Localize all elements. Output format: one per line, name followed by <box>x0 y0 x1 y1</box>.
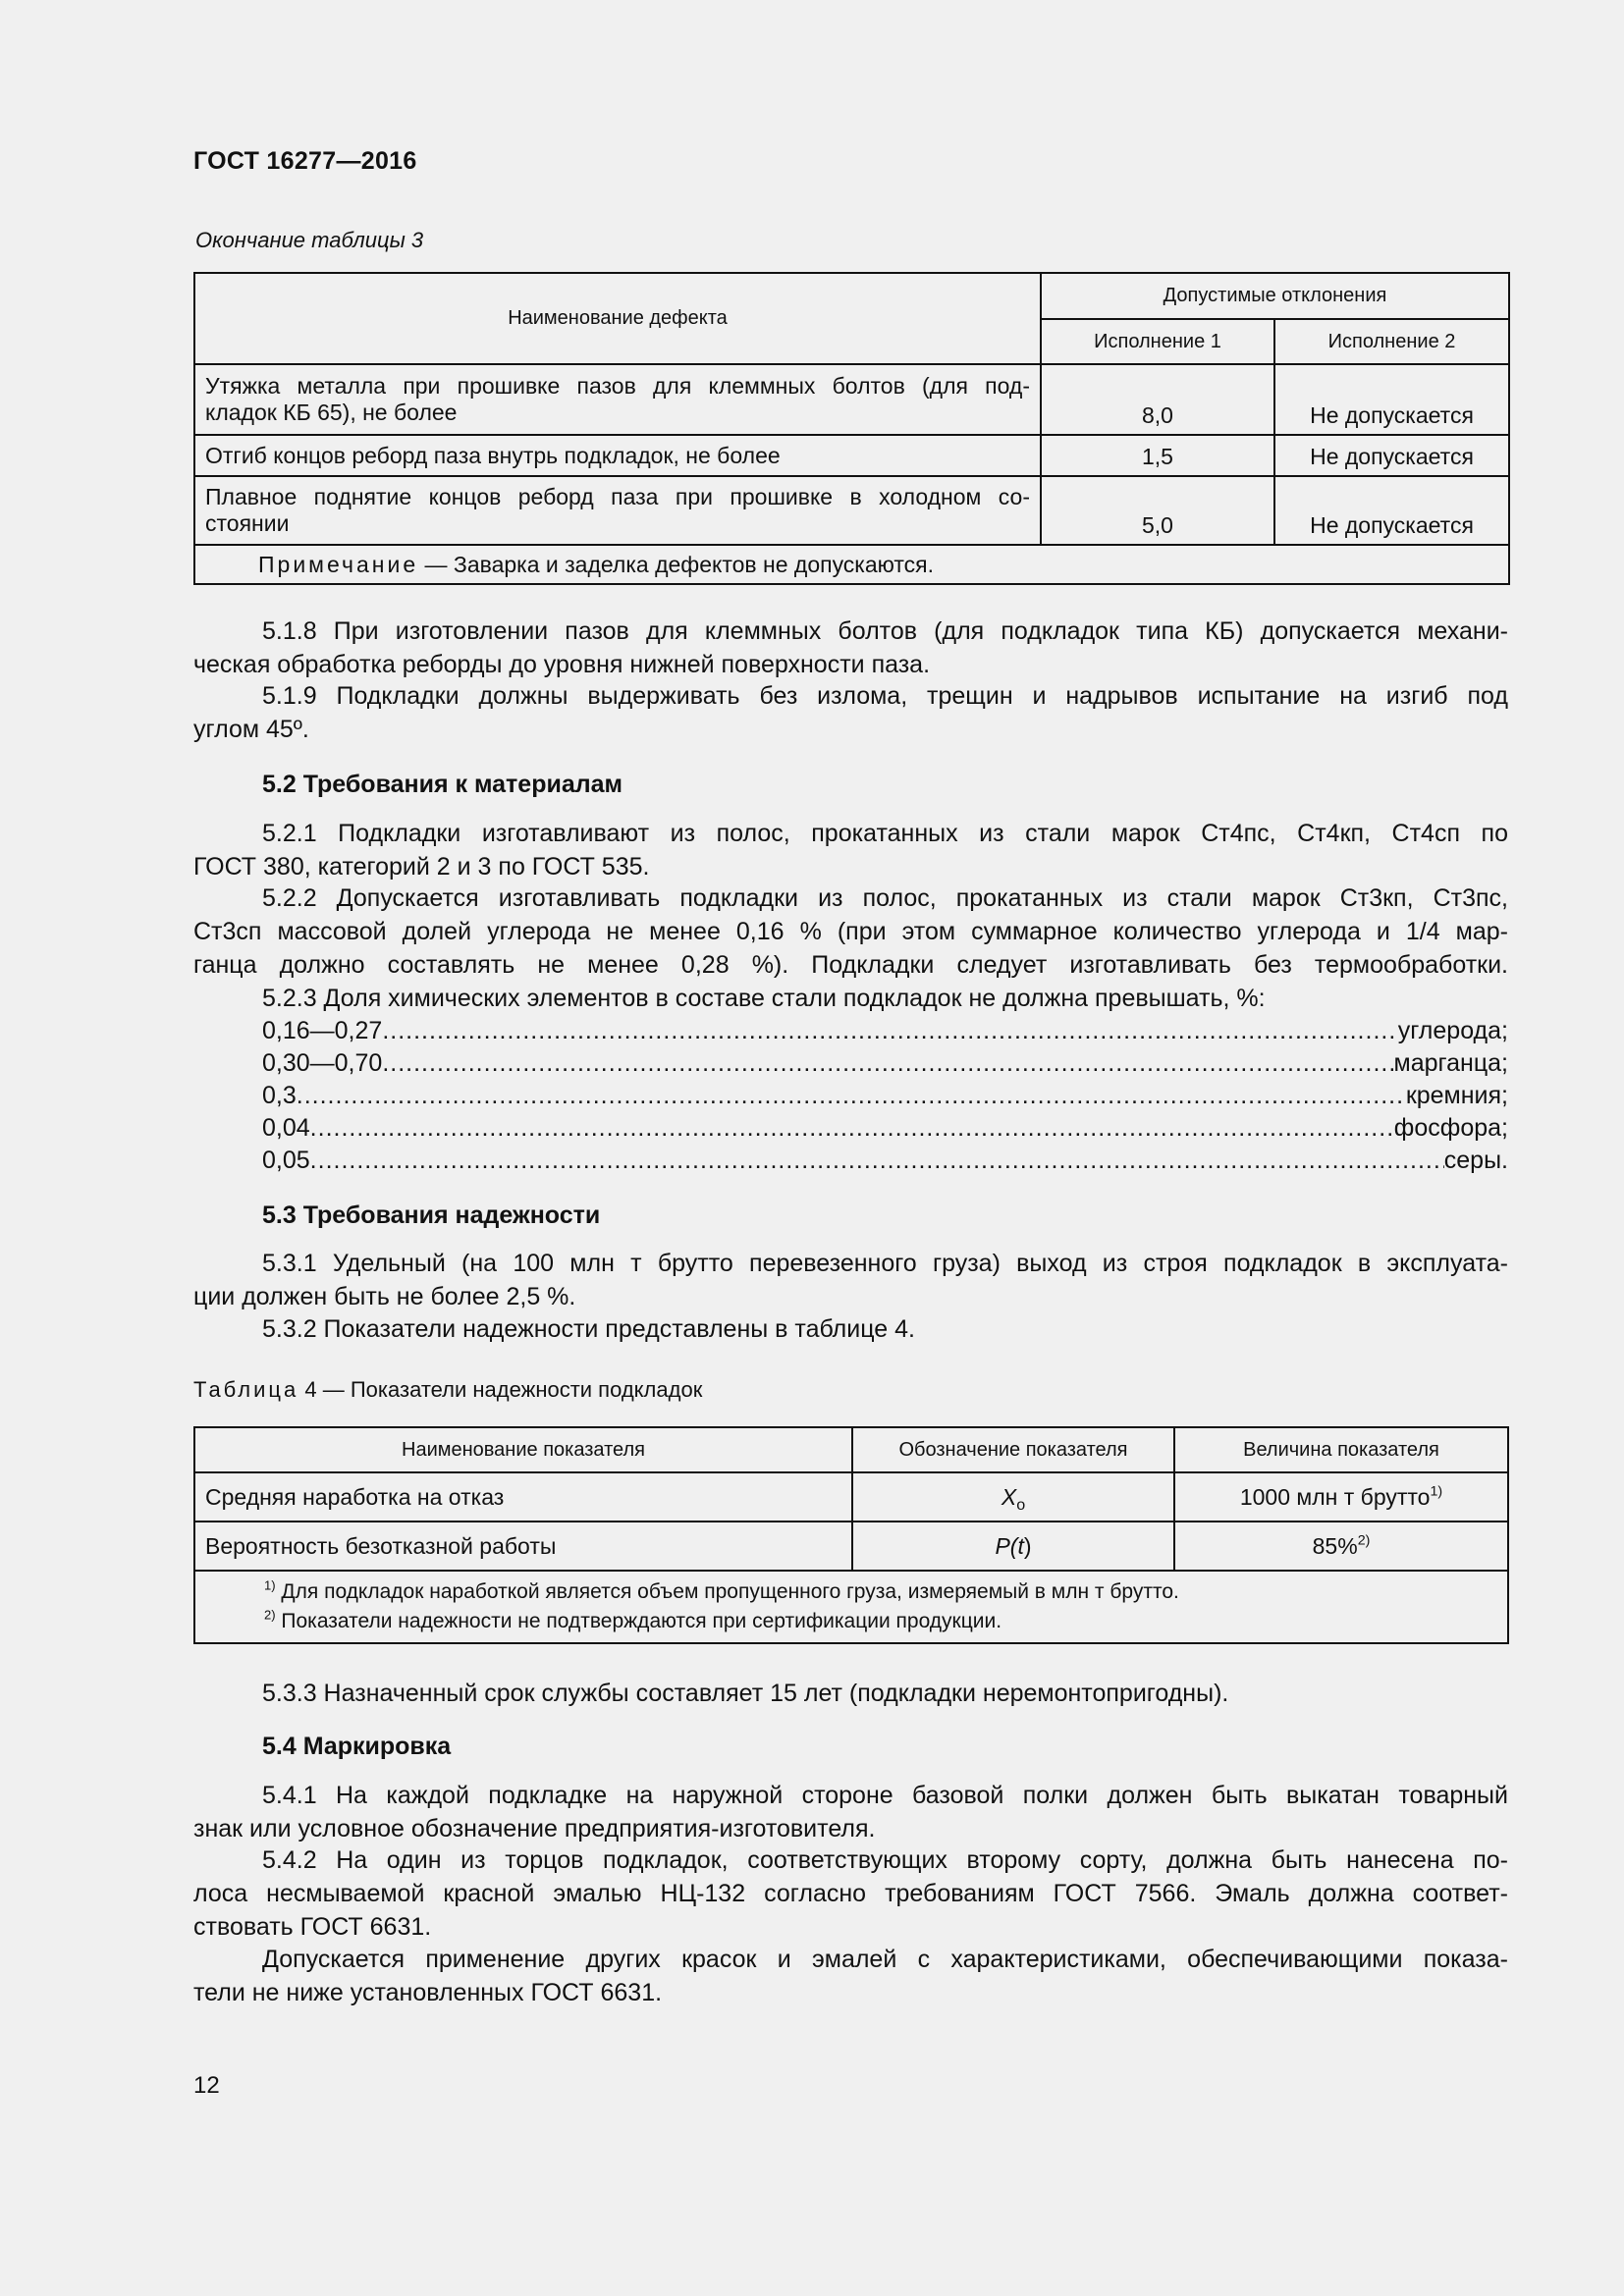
t3-note <box>194 545 1509 584</box>
t3-note-text: — Заварка и заделка дефектов не допускаются. <box>418 551 935 577</box>
element-row-sulfur: 0,05 ..... серы. <box>262 1144 1508 1177</box>
t4-header-name: Наименование показателя <box>194 1427 852 1472</box>
t3-row1-name: Утяжка металла при прошивке пазов для клеммных болтов (для под- кладок КБ 65), не более <box>194 364 1041 435</box>
para-5-1-8: 5.1.8 При изготовлении пазов для клеммных болтов (для подкладок типа КБ) допускается механи- ческая обработка реборды до уровня нижней поверхности паза. <box>193 617 1508 678</box>
para-5-4-1: 5.4.1 На каждой подкладке на наружной стороне базовой полки должен быть выкатан товарный знак или условное обозначение предприятия-изготовителя. <box>193 1782 1508 1842</box>
element-row-silicon: 0,3 ..... кремния; <box>262 1079 1508 1112</box>
t4-row1-symbol: $X_о$ <box>852 1472 1174 1522</box>
t4-row2-name: Вероятность безотказной работы <box>194 1522 852 1571</box>
section-5-3-title: 5.3 Требования надежности <box>262 1201 601 1229</box>
t3-row2-name: Отгиб концов реборд паза внутрь подкладок, не более <box>194 435 1041 476</box>
t3-header-v1: Исполнение 1 <box>1041 319 1274 364</box>
t3-header-name: Наименование дефекта <box>194 273 1041 364</box>
element-row-manganese: 0,30—0,70 ..... марганца; <box>262 1046 1508 1080</box>
table-3 <box>193 272 1510 585</box>
table-row <box>194 1522 1508 1571</box>
t3-row3-v2: Не допускается <box>1274 476 1509 545</box>
t3-row3-name: Плавное поднятие концов реборд паза при прошивке в холодном со- стоянии <box>194 476 1041 545</box>
table-row <box>194 1472 1508 1522</box>
t4-footnotes <box>194 1571 1508 1643</box>
table-4 <box>193 1426 1509 1644</box>
para-5-3-1: 5.3.1 Удельный (на 100 млн т брутто перевезенного груза) выход из строя подкладок в эксплуата- ции должен быть не более 2,5 %. <box>193 1250 1508 1310</box>
document-header: ГОСТ 16277—2016 <box>193 147 417 175</box>
table4-caption: Таблица 4 — Показатели надежности подкладок <box>193 1377 703 1402</box>
t4-row1-value: 1000 млн т брутто$^{1)}$ <box>1174 1472 1508 1522</box>
element-row-carbon: 0,16—0,27 ..... углерода; <box>262 1014 1508 1047</box>
t4-row2-value: 85%$^{2)}$ <box>1174 1522 1508 1571</box>
para-5-4-2: 5.4.2 На один из торцов подкладок, соответствующих второму сорту, должна быть нанесена по- лоса несмываемой красной эмалью НЦ-132 согласно требованиям ГОСТ 7566. Эмаль должна соответ- ствовать ГОСТ 6631. <box>193 1846 1508 1941</box>
t3-header-group: Допустимые отклонения <box>1041 273 1509 319</box>
para-5-3-3: 5.3.3 Назначенный срок службы составляет 15 лет (подкладки неремонтопригодны). <box>262 1680 1229 1707</box>
footnote-1: $^{1)}$ Для подкладок наработкой является объем пропущенного груза, измеряемый в млн т брутто. <box>264 1577 1179 1603</box>
table-row <box>194 364 1509 435</box>
t4-header-value: Величина показателя <box>1174 1427 1508 1472</box>
footnote-2: $^{2)}$ Показатели надежности не подтверждаются при сертификации продукции. <box>264 1607 1002 1632</box>
para-5-2-1: 5.2.1 Подкладки изготавливают из полос, прокатанных из стали марок Ст4пс, Ст4кп, Ст4сп по ГОСТ 380, категорий 2 и 3 по ГОСТ 535. <box>193 820 1508 881</box>
element-row-phosphorus: 0,04 ..... фосфора; <box>262 1111 1508 1145</box>
para-5-1-9: 5.1.9 Подкладки должны выдерживать без излома, трещин и надрывов испытание на изгиб под углом 45º. <box>193 682 1508 743</box>
table-row <box>194 435 1509 476</box>
para-5-2-2: 5.2.2 Допускается изготавливать подкладки из полос, прокатанных из стали марок Ст3кп, Ст3пс, Ст3сп массовой долей углерода не менее 0,16 % (при этом суммарное количество углерода и 1/4 мар- ганца должно составлять не менее 0,28 %). Подкладки следует изготавливать без термообработки. <box>193 884 1508 979</box>
para-5-3-2: 5.3.2 Показатели надежности представлены в таблице 4. <box>262 1315 915 1343</box>
t3-row3-v1: 5,0 <box>1041 476 1274 545</box>
table3-caption: Окончание таблицы 3 <box>195 228 424 252</box>
t3-note-label: Примечание <box>258 551 419 577</box>
t3-header-v2: Исполнение 2 <box>1274 319 1509 364</box>
t3-row1-v2: Не допускается <box>1274 364 1509 435</box>
table-row <box>194 476 1509 545</box>
section-5-4-title: 5.4 Маркировка <box>262 1733 452 1760</box>
section-5-2-title: 5.2 Требования к материалам <box>262 771 623 798</box>
t4-row2-symbol: P(t) <box>852 1522 1174 1571</box>
t4-row1-name: Средняя наработка на отказ <box>194 1472 852 1522</box>
t3-row2-v1: 1,5 <box>1041 435 1274 476</box>
t3-row1-v1: 8,0 <box>1041 364 1274 435</box>
para-5-2-3: 5.2.3 Доля химических элементов в составе стали подкладок не должна превышать, %: <box>262 985 1266 1012</box>
page-number: 12 <box>193 2072 220 2099</box>
t3-row2-v2: Не допускается <box>1274 435 1509 476</box>
t4-header-symbol: Обозначение показателя <box>852 1427 1174 1472</box>
para-5-4-3: Допускается применение других красок и эмалей с характеристиками, обеспечивающими показа- тели не ниже установленных ГОСТ 6631. <box>193 1946 1508 2006</box>
